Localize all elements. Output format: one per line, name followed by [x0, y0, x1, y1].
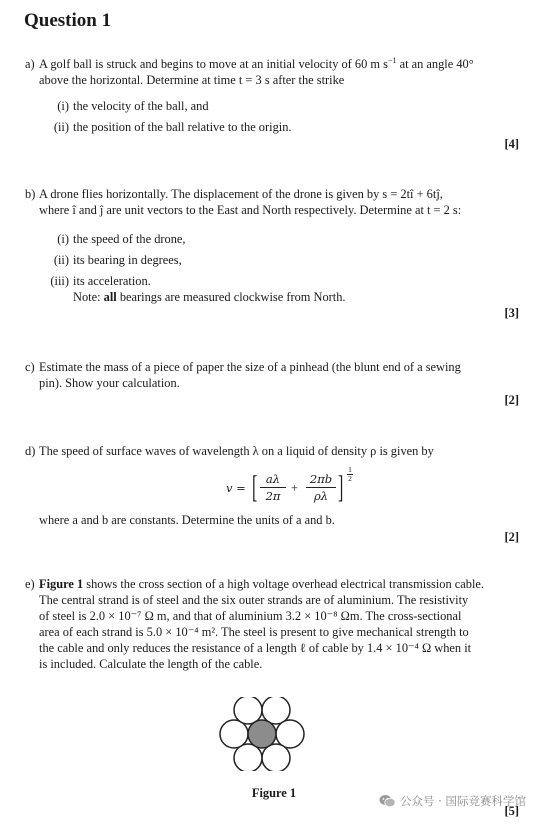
figure-caption: Figure 1	[251, 786, 297, 800]
part-e-line-4: area of each strand is 5.0 × 10⁻⁴ m². The steel is present to give mechanical strength to	[39, 625, 469, 639]
aluminium-strand	[276, 720, 304, 748]
part-c-line-2: pin). Show your calculation.	[39, 376, 180, 390]
part-e-marks: [5]	[504, 804, 519, 818]
steel-strand	[248, 720, 276, 748]
fraction-2-numerator: 2πb	[306, 471, 336, 488]
part-b-sub-2: (ii) its bearing in degrees,	[53, 253, 182, 267]
part-c-marks: [2]	[504, 393, 519, 407]
part-c	[25, 359, 523, 391]
part-d-marks: [2]	[504, 530, 519, 544]
part-b-line-2: where î and ĵ are unit vectors to the East and North respectively. Determine at t = 2 s:	[39, 203, 462, 217]
fraction-1-denominator: 2π	[265, 489, 281, 503]
part-c-line-1: c) Estimate the mass of a piece of paper the size of a pinhead (the blunt end of a sewing	[25, 360, 461, 374]
part-e-line-3: of steel is 2.0 × 10⁻⁷ Ω m, and that of aluminium 3.2 × 10⁻⁸ Ωm. The cross-sectional	[39, 609, 462, 623]
figure-reference: Figure 1	[39, 577, 84, 591]
part-d-label: d)	[25, 444, 36, 458]
equation-lhs: v =	[226, 481, 246, 495]
fraction-2-denominator: ρλ	[313, 489, 329, 503]
watermark-text: 公众号 · 国际竞赛科学馆	[400, 794, 526, 808]
wechat-icon	[379, 794, 396, 808]
part-b-label: b)	[25, 187, 36, 201]
watermark	[379, 793, 526, 809]
part-e-line-5: the cable and only reduces the resistance of a length ℓ of cable by 1.4 × 10⁻⁴ Ω when it	[39, 641, 472, 655]
part-a-sub-1: (i) the velocity of the ball, and	[57, 99, 209, 113]
part-e	[25, 576, 523, 672]
part-d-line-2-wrap	[25, 512, 523, 528]
part-a-line-2: above the horizontal. Determine at time t = 3 s after the strike	[39, 73, 345, 87]
part-d-line-1: d) The speed of surface waves of wavelength λ on a liquid of density ρ is given by	[25, 444, 434, 458]
fraction-1-numerator: aλ	[260, 471, 286, 488]
part-b-marks: [3]	[504, 306, 519, 320]
exponent-numerator: 1	[348, 465, 352, 474]
part-d-line-2: where a and b are constants. Determine the units of a and b.	[39, 513, 335, 527]
part-a-label: a)	[25, 57, 35, 71]
part-a-line-1: a) A golf ball is struck and begins to move at an initial velocity of 60 m $s^{-1}$ at an angle 40°	[25, 55, 474, 71]
part-e-line-2: The central strand is of steel and the six outer strands are of aluminium. The resistivity	[39, 593, 469, 607]
cable-cross-section-figure	[219, 697, 305, 771]
part-e-line-1: e) Figure 1 shows the cross section of a high voltage overhead electrical transmission cable.	[25, 577, 485, 591]
part-e-label: e)	[25, 577, 35, 591]
part-a-marks: [4]	[504, 137, 519, 151]
aluminium-strand	[220, 720, 248, 748]
part-a-sub-2: (ii) the position of the ball relative to the origin.	[53, 120, 292, 134]
part-b-note: Note: all bearings are measured clockwise from North.	[73, 290, 346, 304]
part-b-line-1: b) A drone flies horizontally. The displacement of the drone is given by s = 2tî + 6tĵ,	[25, 187, 443, 201]
part-e-line-6: is included. Calculate the length of the cable.	[39, 657, 263, 671]
exponent-denominator: 2	[348, 474, 352, 483]
part-c-label: c)	[25, 360, 35, 374]
part-d	[25, 443, 523, 459]
part-b-sub-3: (iii) its acceleration.	[50, 274, 151, 288]
wave-speed-equation	[226, 465, 366, 504]
part-b-sub-1: (i) the speed of the drone,	[57, 232, 186, 246]
equation-plus: +	[291, 481, 298, 495]
equation-exponent	[347, 466, 353, 483]
page-title: Question 1	[24, 10, 112, 31]
left-bracket: [	[252, 468, 258, 504]
part-b	[25, 186, 523, 218]
right-bracket: ]	[338, 468, 344, 504]
part-a	[25, 56, 523, 88]
